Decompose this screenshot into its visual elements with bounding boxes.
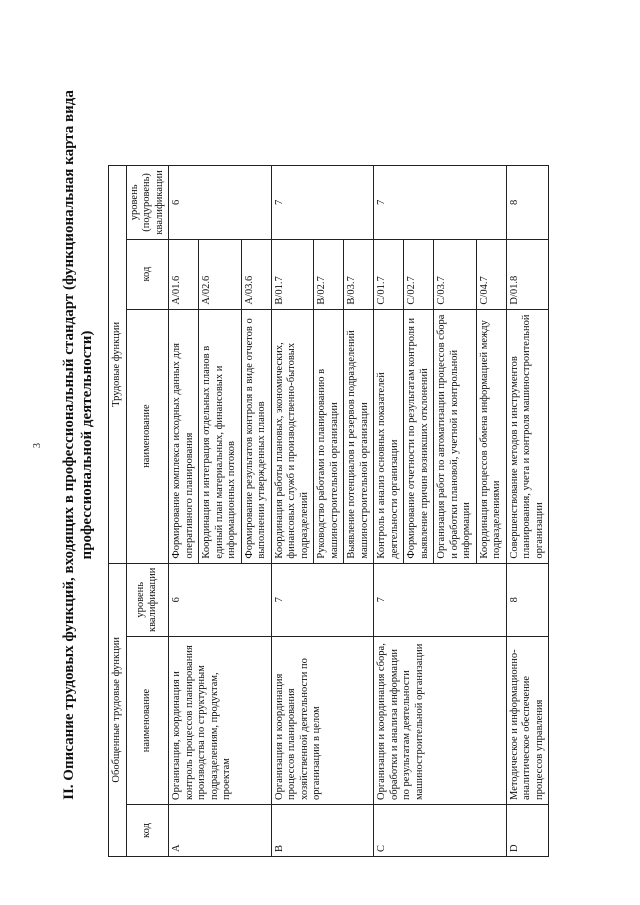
functional-map-table-wrap [108,165,549,857]
header-qual-level: уровень квалификации [126,563,169,636]
function-code: D/01.8 [506,239,549,309]
table-row [374,166,404,857]
function-name: Контроль и анализ основных показателей деятельности организации [374,309,404,563]
group-name: Организация и координация сбора, обработки и анализа информации по результатам деятельности машиностроительной организации [374,637,507,805]
function-level: 8 [506,166,549,239]
header-generalized: Обобщенные трудовые функции [109,563,127,856]
group-level: 7 [374,563,507,636]
function-code: B/02.7 [314,239,344,309]
header-row-groups [109,166,127,857]
header-code: код [126,805,169,857]
function-code: C/02.7 [404,239,434,309]
group-code: B [271,805,374,857]
header-name: наименование [126,637,169,805]
function-level: 6 [169,166,272,239]
function-name: Формирование отчетности по результатам контроля и выявление причин возникших отклонений [404,309,434,563]
section-title-line-2: профессиональной деятельности) [79,330,95,560]
table-row [271,166,314,857]
header-row-columns [126,166,169,857]
group-level: 8 [506,563,549,636]
section-title-line-1: II. Описание трудовых функций, входящих в профессиональный стандарт (функциональная карта вида [61,90,77,800]
group-name: Организация и координация процессов планирования хозяйственной деятельности по организации в целом [271,637,374,805]
function-name: Формирование результатов контроля в виде отчетов о выполнении утвержденных планов [241,309,271,563]
function-level: 7 [374,166,507,239]
header-sub-level: уровень (подуровень) квалификации [126,166,169,239]
group-code: D [506,805,549,857]
function-level: 7 [271,166,374,239]
function-code: A/01.6 [169,239,199,309]
group-code: A [169,805,272,857]
group-name: Организация, координация и контроль процессов планирования производства по структурным подразделениям, продуктам, проектам [169,637,272,805]
function-code: B/01.7 [271,239,314,309]
page-number: 3 [32,443,43,448]
table-row [506,166,549,857]
header-labor-functions: Трудовые функции [109,166,127,563]
group-level: 7 [271,563,374,636]
function-name: Выявление потенциалов и резервов подразделений машиностроительной организации [344,309,374,563]
function-code: A/03.6 [241,239,271,309]
function-code: B/03.7 [344,239,374,309]
group-level: 6 [169,563,272,636]
function-name: Руководство работами по планированию в машиностроительной организации [314,309,344,563]
function-code: C/04.7 [476,239,506,309]
function-code: A/02.6 [199,239,242,309]
section-title [60,55,96,835]
group-name: Методическое и информационно-аналитическое обеспечение процессов управления [506,637,549,805]
function-name: Координация работы плановых, экономических, финансовых служб и производственно-бытовых подразделений [271,309,314,563]
function-name: Координация и интеграция отдельных планов в единый план материальных, финансовых и информационных потоков [199,309,242,563]
group-code: C [374,805,507,857]
function-name: Совершенствование методов и инструментов планирования, учета и контроля машиностроительной организации [506,309,549,563]
function-name: Формирование комплекса исходных данных для оперативного планирования [169,309,199,563]
function-name: Координация процессов обмена информацией между подразделениями [476,309,506,563]
function-name: Организация работ по автоматизации процессов сбора и обработки плановой, учетной и контрольной информации [434,309,477,563]
header-function-code: код [126,239,169,309]
function-code: C/03.7 [434,239,477,309]
header-function-name: наименование [126,309,169,563]
table-row [169,166,199,857]
function-code: C/01.7 [374,239,404,309]
functional-map-table [108,165,549,857]
